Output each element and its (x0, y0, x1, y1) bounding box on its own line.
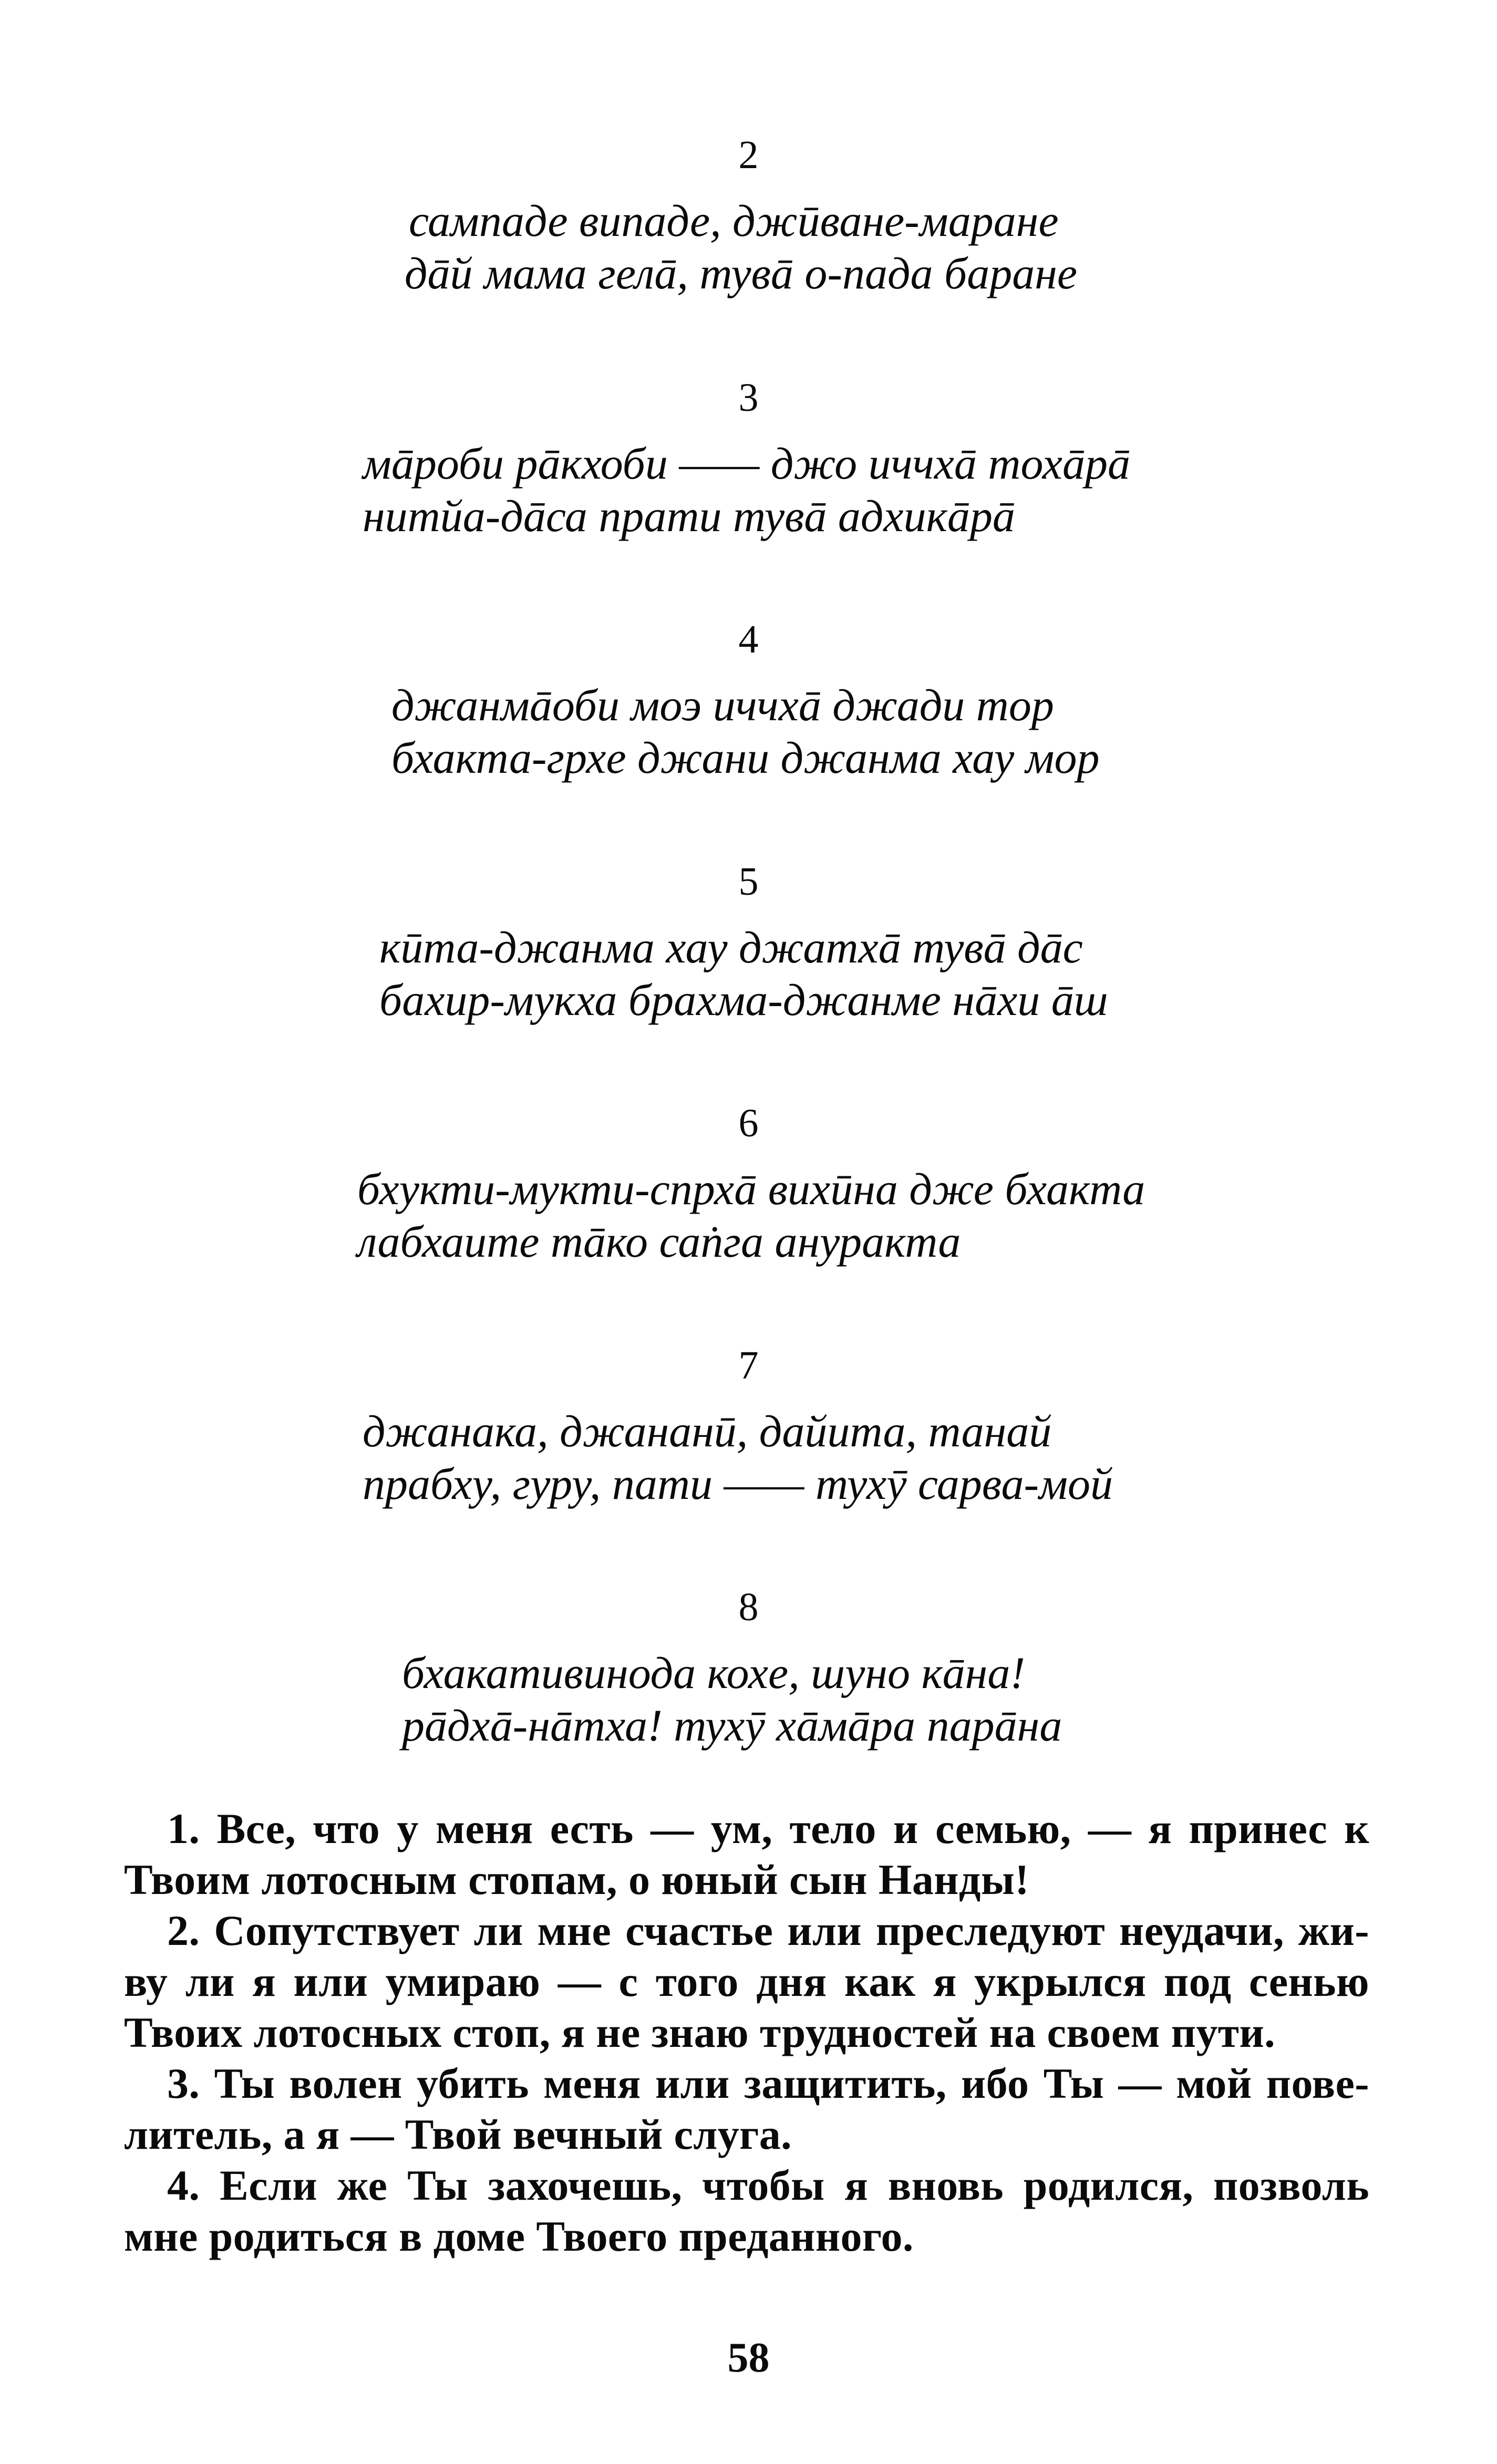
translation-line: ву ли я или умираю — с того дня как я укрылся под сенью (124, 1958, 1369, 2005)
verse-line: бхакативинода кохе, шуно кāна! (402, 1648, 1025, 1698)
verse-line: прабху, гуру, пати —— тухӯ сарва-мой (363, 1458, 1113, 1509)
page-number: 58 (727, 2335, 770, 2381)
verse-line: сампаде випаде, джӣване-маране (409, 195, 1059, 246)
verse-line: рāдхā-нāтха! тухӯ хāмāра парāна (402, 1700, 1062, 1751)
verse-number: 5 (738, 860, 759, 904)
verse-line: джанака, джананӣ, дайита, танай (363, 1406, 1052, 1456)
translation-line: 4. Если же Ты захочешь, чтобы я вновь родился, позволь (167, 2161, 1369, 2209)
translation-paragraph-4 (124, 2160, 1369, 2262)
translation-line: мне родиться в доме Твоего преданного. (124, 2212, 914, 2260)
translation-paragraph-2 (124, 1905, 1369, 2058)
verse-line: кӣта-джанма хау джатхā тувā дāс (379, 922, 1083, 972)
verse-number: 7 (738, 1343, 759, 1388)
verse-line: бхукти-мукти-спрхā вихӣна дже бхакта (357, 1164, 1145, 1214)
verse-line: джанмāоби моэ иччхā джади тор (391, 680, 1054, 730)
verse-number: 6 (738, 1101, 759, 1145)
verse-line: мāроби рāкхоби —— джо иччхā тохāрā (363, 438, 1130, 489)
verse-number: 4 (738, 617, 759, 661)
verse-line: дāй мама гелā, тувā о-пада баране (405, 248, 1078, 298)
translation-block (124, 1803, 1369, 2262)
verse-number: 8 (738, 1585, 759, 1629)
verse-line: лабхаите тāко саṅга ануракта (357, 1216, 961, 1267)
translation-line: литель, а я — Твой вечный слуга. (124, 2110, 792, 2158)
translation-line: Твоим лотосным стопам, о юный сын Нанды! (124, 1856, 1029, 1903)
translation-line: 2. Сопутствует ли мне счастье или преследуют неудачи, жи- (167, 1907, 1369, 1954)
verse-line: бахир-мукха брахма-джанме нāхи āш (379, 975, 1108, 1025)
translation-line: 1. Все, что у меня есть — ум, тело и семью, — я принес к (167, 1805, 1369, 1852)
verse-line: бхакта-грхе джани джанма хау мор (391, 732, 1100, 783)
verse-number: 3 (738, 376, 759, 420)
translation-line: 3. Ты волен убить меня или защитить, ибо Ты — мой пове- (167, 2059, 1369, 2107)
translation-paragraph-3 (124, 2058, 1369, 2160)
verse-line: нитйа-дāса прати тувā адхикāрā (363, 491, 1015, 541)
translation-line: Твоих лотосных стоп, я не знаю трудностей на своем пути. (124, 2009, 1276, 2056)
verse-number: 2 (738, 133, 759, 177)
translation-paragraph-1 (124, 1803, 1369, 1905)
